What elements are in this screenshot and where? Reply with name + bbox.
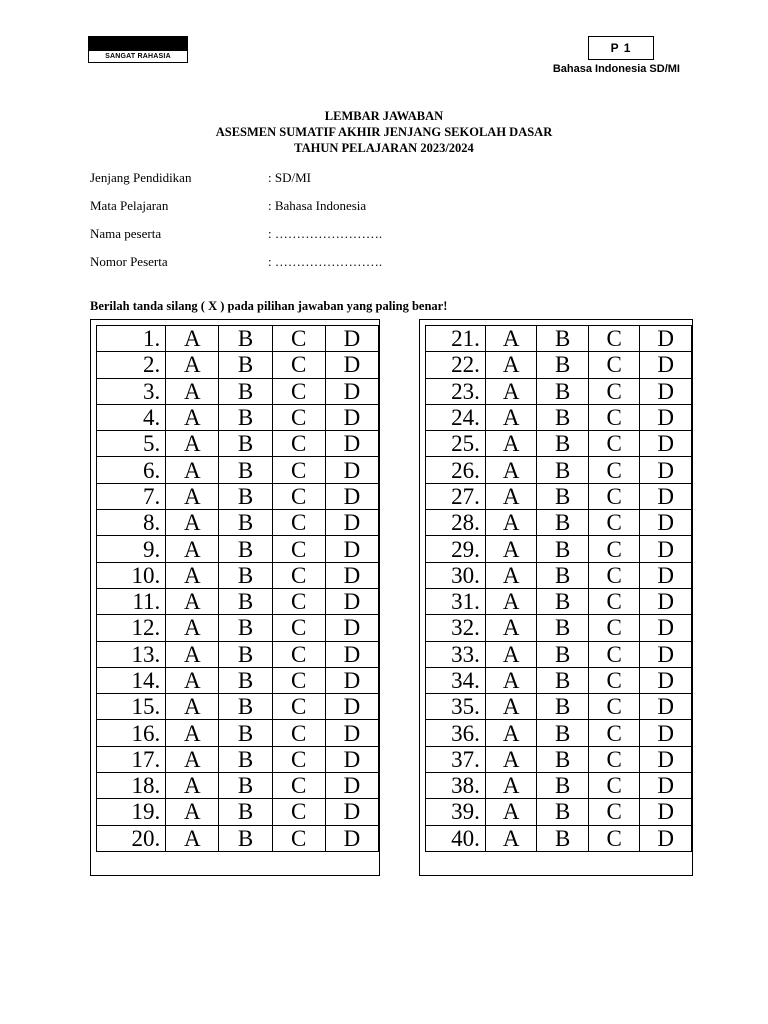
title-line-1: LEMBAR JAWABAN: [324, 109, 444, 123]
option-d-cell[interactable]: D: [325, 588, 378, 614]
answer-row: [97, 483, 379, 509]
question-number: 4.: [97, 404, 166, 430]
option-b-cell[interactable]: B: [219, 825, 272, 851]
option-d-cell[interactable]: D: [640, 825, 692, 851]
option-d-cell[interactable]: D: [325, 667, 378, 693]
answer-row: [426, 694, 692, 720]
option-a-cell[interactable]: A: [485, 588, 537, 614]
option-c-cell[interactable]: C: [588, 431, 639, 457]
answer-row: [97, 588, 379, 614]
question-number: 12.: [97, 615, 166, 641]
option-c-cell[interactable]: C: [272, 431, 325, 457]
option-c-cell[interactable]: C: [588, 378, 639, 404]
option-b-cell[interactable]: B: [537, 483, 588, 509]
option-d-cell[interactable]: D: [325, 352, 378, 378]
option-b-cell[interactable]: B: [537, 746, 588, 772]
question-number: 14.: [97, 667, 166, 693]
answer-row: [426, 404, 692, 430]
question-number: 25.: [426, 431, 486, 457]
option-c-cell[interactable]: C: [588, 326, 639, 352]
option-a-cell[interactable]: A: [166, 615, 219, 641]
option-b-cell[interactable]: B: [219, 510, 272, 536]
answer-grid-right: [419, 319, 693, 876]
option-a-cell[interactable]: A: [485, 720, 537, 746]
option-a-cell[interactable]: A: [485, 825, 537, 851]
option-b-cell[interactable]: B: [537, 536, 588, 562]
option-b-cell[interactable]: B: [537, 615, 588, 641]
option-a-cell[interactable]: A: [485, 694, 537, 720]
answer-row: [426, 667, 692, 693]
option-a-cell[interactable]: A: [485, 510, 537, 536]
subject-level-label: Bahasa Indonesia SD/MI: [552, 63, 680, 75]
option-a-cell[interactable]: A: [166, 825, 219, 851]
answer-row: [97, 825, 379, 851]
question-number: 32.: [426, 615, 486, 641]
option-d-cell[interactable]: D: [640, 746, 692, 772]
option-c-cell[interactable]: C: [588, 799, 639, 825]
answer-row: [426, 431, 692, 457]
answer-row: [97, 536, 379, 562]
info-label: Mata Pelajaran: [90, 198, 169, 213]
answer-row: [97, 326, 379, 352]
answer-row: [97, 615, 379, 641]
question-number: 38.: [426, 773, 486, 799]
answer-row: [97, 720, 379, 746]
option-d-cell[interactable]: D: [325, 404, 378, 430]
question-number: 9.: [97, 536, 166, 562]
option-d-cell[interactable]: D: [325, 615, 378, 641]
info-label: Jenjang Pendidikan: [90, 170, 192, 185]
option-c-cell[interactable]: C: [588, 562, 639, 588]
answer-table-right: [425, 325, 692, 852]
answer-row: [97, 694, 379, 720]
option-c-cell[interactable]: C: [588, 667, 639, 693]
option-c-cell[interactable]: C: [588, 773, 639, 799]
answer-row: [426, 326, 692, 352]
option-b-cell[interactable]: B: [537, 378, 588, 404]
option-c-cell[interactable]: C: [272, 352, 325, 378]
option-c-cell[interactable]: C: [272, 799, 325, 825]
option-a-cell[interactable]: A: [485, 536, 537, 562]
classification-label: SANGAT RAHASIA: [105, 53, 171, 60]
option-d-cell[interactable]: D: [640, 326, 692, 352]
option-d-cell[interactable]: D: [325, 483, 378, 509]
answer-row: [426, 720, 692, 746]
option-d-cell[interactable]: D: [640, 483, 692, 509]
answer-row: [426, 536, 692, 562]
option-c-cell[interactable]: C: [588, 510, 639, 536]
option-b-cell[interactable]: B: [219, 326, 272, 352]
answer-row: [97, 404, 379, 430]
option-a-cell[interactable]: A: [166, 799, 219, 825]
option-a-cell[interactable]: A: [485, 799, 537, 825]
question-number: 19.: [97, 799, 166, 825]
option-d-cell[interactable]: D: [640, 562, 692, 588]
option-b-cell[interactable]: B: [537, 825, 588, 851]
option-c-cell[interactable]: C: [588, 615, 639, 641]
option-a-cell[interactable]: A: [485, 667, 537, 693]
option-d-cell[interactable]: D: [325, 378, 378, 404]
answer-row: [426, 641, 692, 667]
option-b-cell[interactable]: B: [219, 773, 272, 799]
answer-row: [426, 457, 692, 483]
option-d-cell[interactable]: D: [325, 694, 378, 720]
option-a-cell[interactable]: A: [166, 588, 219, 614]
info-value: : …………………….: [268, 226, 383, 241]
option-c-cell[interactable]: C: [272, 773, 325, 799]
answer-row: [97, 562, 379, 588]
option-b-cell[interactable]: B: [537, 720, 588, 746]
answer-row: [97, 799, 379, 825]
option-a-cell[interactable]: A: [485, 378, 537, 404]
answer-row: [97, 352, 379, 378]
option-b-cell[interactable]: B: [219, 799, 272, 825]
question-number: 13.: [97, 641, 166, 667]
answer-row: [97, 431, 379, 457]
option-c-cell[interactable]: C: [588, 641, 639, 667]
answer-row: [426, 773, 692, 799]
answer-row: [97, 510, 379, 536]
option-d-cell[interactable]: D: [325, 536, 378, 562]
option-d-cell[interactable]: D: [325, 773, 378, 799]
option-d-cell[interactable]: D: [640, 720, 692, 746]
option-c-cell[interactable]: C: [272, 483, 325, 509]
question-number: 7.: [97, 483, 166, 509]
option-d-cell[interactable]: D: [325, 431, 378, 457]
option-a-cell[interactable]: A: [166, 773, 219, 799]
option-b-cell[interactable]: B: [537, 352, 588, 378]
option-c-cell[interactable]: C: [272, 378, 325, 404]
option-d-cell[interactable]: D: [640, 378, 692, 404]
option-d-cell[interactable]: D: [325, 799, 378, 825]
option-b-cell[interactable]: B: [537, 404, 588, 430]
option-c-cell[interactable]: C: [272, 457, 325, 483]
option-a-cell[interactable]: A: [485, 431, 537, 457]
option-d-cell[interactable]: D: [640, 641, 692, 667]
option-b-cell[interactable]: B: [219, 457, 272, 483]
option-a-cell[interactable]: A: [485, 615, 537, 641]
answer-table-left: [96, 325, 379, 852]
option-c-cell[interactable]: C: [588, 352, 639, 378]
option-b-cell[interactable]: B: [219, 404, 272, 430]
option-a-cell[interactable]: A: [166, 667, 219, 693]
question-number: 36.: [426, 720, 486, 746]
option-b-cell[interactable]: B: [537, 457, 588, 483]
info-value: : SD/MI: [268, 170, 311, 185]
answer-row: [426, 615, 692, 641]
option-d-cell[interactable]: D: [325, 825, 378, 851]
option-d-cell[interactable]: D: [640, 431, 692, 457]
answer-grid-left: [90, 319, 380, 876]
option-b-cell[interactable]: B: [537, 667, 588, 693]
option-a-cell[interactable]: A: [166, 431, 219, 457]
answer-row: [426, 746, 692, 772]
option-b-cell[interactable]: B: [219, 352, 272, 378]
option-d-cell[interactable]: D: [640, 404, 692, 430]
option-b-cell[interactable]: B: [219, 667, 272, 693]
question-number: 37.: [426, 746, 486, 772]
question-number: 16.: [97, 720, 166, 746]
option-c-cell[interactable]: C: [272, 404, 325, 430]
option-c-cell[interactable]: C: [272, 615, 325, 641]
option-b-cell[interactable]: B: [537, 588, 588, 614]
option-a-cell[interactable]: A: [166, 536, 219, 562]
option-a-cell[interactable]: A: [485, 457, 537, 483]
question-number: 3.: [97, 378, 166, 404]
option-d-cell[interactable]: D: [640, 510, 692, 536]
option-d-cell[interactable]: D: [325, 510, 378, 536]
option-d-cell[interactable]: D: [325, 641, 378, 667]
option-c-cell[interactable]: C: [272, 825, 325, 851]
question-number: 35.: [426, 694, 486, 720]
answer-row: [426, 378, 692, 404]
option-c-cell[interactable]: C: [588, 536, 639, 562]
answer-row: [97, 773, 379, 799]
question-number: 29.: [426, 536, 486, 562]
option-a-cell[interactable]: A: [166, 562, 219, 588]
option-a-cell[interactable]: A: [485, 746, 537, 772]
option-a-cell[interactable]: A: [166, 457, 219, 483]
option-d-cell[interactable]: D: [640, 667, 692, 693]
question-number: 33.: [426, 641, 486, 667]
question-number: 26.: [426, 457, 486, 483]
option-b-cell[interactable]: B: [219, 694, 272, 720]
option-d-cell[interactable]: D: [325, 562, 378, 588]
option-b-cell[interactable]: B: [537, 773, 588, 799]
option-a-cell[interactable]: A: [485, 641, 537, 667]
question-number: 11.: [97, 588, 166, 614]
option-a-cell[interactable]: A: [166, 378, 219, 404]
question-number: 30.: [426, 562, 486, 588]
document-title: [0, 108, 768, 156]
answer-row: [426, 483, 692, 509]
option-d-cell[interactable]: D: [640, 457, 692, 483]
question-number: 22.: [426, 352, 486, 378]
option-a-cell[interactable]: A: [485, 404, 537, 430]
option-a-cell[interactable]: A: [166, 404, 219, 430]
question-number: 27.: [426, 483, 486, 509]
option-c-cell[interactable]: C: [588, 825, 639, 851]
classification-bar: [89, 37, 187, 51]
option-b-cell[interactable]: B: [537, 799, 588, 825]
option-c-cell[interactable]: C: [272, 641, 325, 667]
paper-code-box: P 1: [588, 36, 654, 60]
answer-row: [426, 510, 692, 536]
option-b-cell[interactable]: B: [537, 694, 588, 720]
question-number: 15.: [97, 694, 166, 720]
option-d-cell[interactable]: D: [640, 588, 692, 614]
option-a-cell[interactable]: A: [166, 694, 219, 720]
classification-stamp: [88, 36, 188, 63]
option-d-cell[interactable]: D: [640, 615, 692, 641]
option-d-cell[interactable]: D: [325, 720, 378, 746]
answer-row: [97, 667, 379, 693]
question-number: 8.: [97, 510, 166, 536]
option-d-cell[interactable]: D: [325, 457, 378, 483]
option-a-cell[interactable]: A: [166, 483, 219, 509]
question-number: 39.: [426, 799, 486, 825]
question-number: 10.: [97, 562, 166, 588]
option-a-cell[interactable]: A: [485, 352, 537, 378]
question-number: 2.: [97, 352, 166, 378]
info-value: : …………………….: [268, 254, 383, 269]
option-a-cell[interactable]: A: [166, 720, 219, 746]
option-c-cell[interactable]: C: [272, 588, 325, 614]
option-c-cell[interactable]: C: [272, 326, 325, 352]
option-a-cell[interactable]: A: [166, 510, 219, 536]
answer-row: [426, 562, 692, 588]
option-d-cell[interactable]: D: [640, 773, 692, 799]
option-b-cell[interactable]: B: [537, 510, 588, 536]
option-d-cell[interactable]: D: [640, 799, 692, 825]
question-number: 5.: [97, 431, 166, 457]
option-b-cell[interactable]: B: [537, 641, 588, 667]
option-c-cell[interactable]: C: [272, 562, 325, 588]
option-b-cell[interactable]: B: [537, 326, 588, 352]
option-a-cell[interactable]: A: [485, 562, 537, 588]
option-c-cell[interactable]: C: [272, 694, 325, 720]
question-number: 31.: [426, 588, 486, 614]
option-a-cell[interactable]: A: [166, 326, 219, 352]
answer-row: [426, 825, 692, 851]
option-b-cell[interactable]: B: [219, 431, 272, 457]
option-d-cell[interactable]: D: [640, 694, 692, 720]
option-c-cell[interactable]: C: [588, 694, 639, 720]
answer-row: [426, 352, 692, 378]
info-value: : Bahasa Indonesia: [268, 198, 367, 213]
title-line-3: TAHUN PELAJARAN 2023/2024: [294, 141, 474, 155]
answer-row: [97, 378, 379, 404]
option-c-cell[interactable]: C: [588, 588, 639, 614]
option-b-cell[interactable]: B: [219, 588, 272, 614]
question-number: 18.: [97, 773, 166, 799]
option-d-cell[interactable]: D: [640, 352, 692, 378]
option-b-cell[interactable]: B: [219, 378, 272, 404]
option-b-cell[interactable]: B: [219, 641, 272, 667]
question-number: 23.: [426, 378, 486, 404]
option-c-cell[interactable]: C: [272, 510, 325, 536]
option-c-cell[interactable]: C: [588, 457, 639, 483]
question-number: 1.: [97, 326, 166, 352]
option-a-cell[interactable]: A: [485, 483, 537, 509]
option-d-cell[interactable]: D: [325, 746, 378, 772]
question-number: 34.: [426, 667, 486, 693]
option-a-cell[interactable]: A: [166, 641, 219, 667]
option-a-cell[interactable]: A: [485, 326, 537, 352]
instruction-text: Berilah tanda silang ( X ) pada pilihan jawaban yang paling benar!: [90, 299, 448, 313]
option-b-cell[interactable]: B: [537, 431, 588, 457]
option-c-cell[interactable]: C: [272, 536, 325, 562]
option-c-cell[interactable]: C: [588, 483, 639, 509]
answer-row: [97, 746, 379, 772]
option-c-cell[interactable]: C: [588, 404, 639, 430]
question-number: 6.: [97, 457, 166, 483]
option-a-cell[interactable]: A: [485, 773, 537, 799]
option-b-cell[interactable]: B: [219, 483, 272, 509]
info-label: Nomor Peserta: [90, 254, 168, 269]
option-a-cell[interactable]: A: [166, 746, 219, 772]
question-number: 24.: [426, 404, 486, 430]
option-c-cell[interactable]: C: [272, 746, 325, 772]
answer-row: [97, 641, 379, 667]
answer-row: [97, 457, 379, 483]
option-c-cell[interactable]: C: [588, 746, 639, 772]
question-number: 28.: [426, 510, 486, 536]
option-c-cell[interactable]: C: [272, 720, 325, 746]
answer-row: [426, 799, 692, 825]
option-b-cell[interactable]: B: [219, 562, 272, 588]
option-d-cell[interactable]: D: [325, 326, 378, 352]
title-line-2: ASESMEN SUMATIF AKHIR JENJANG SEKOLAH DASAR: [215, 125, 553, 139]
info-label: Nama peserta: [90, 226, 162, 241]
question-number: 21.: [426, 326, 486, 352]
question-number: 40.: [426, 825, 486, 851]
question-number: 20.: [97, 825, 166, 851]
question-number: 17.: [97, 746, 166, 772]
option-b-cell[interactable]: B: [219, 746, 272, 772]
option-b-cell[interactable]: B: [219, 615, 272, 641]
option-c-cell[interactable]: C: [272, 667, 325, 693]
option-b-cell[interactable]: B: [537, 562, 588, 588]
option-a-cell[interactable]: A: [166, 352, 219, 378]
option-b-cell[interactable]: B: [219, 536, 272, 562]
option-d-cell[interactable]: D: [640, 536, 692, 562]
option-b-cell[interactable]: B: [219, 720, 272, 746]
answer-row: [426, 588, 692, 614]
option-c-cell[interactable]: C: [588, 720, 639, 746]
